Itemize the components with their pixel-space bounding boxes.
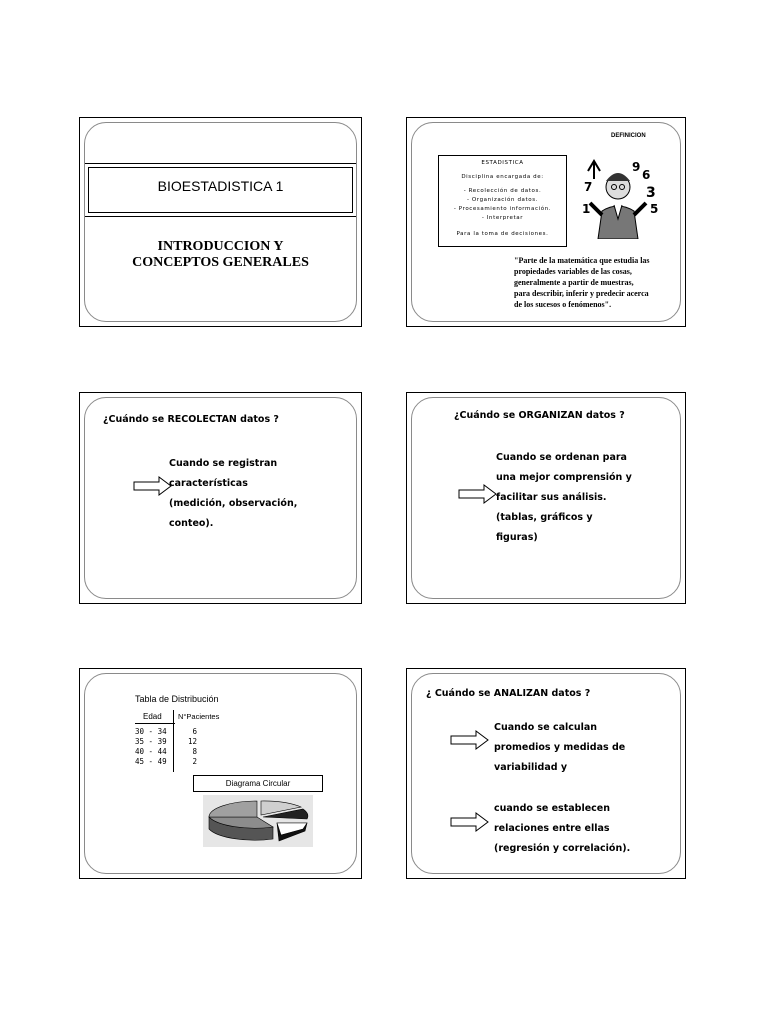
pie-chart-illustration	[203, 795, 313, 847]
svg-text:5: 5	[650, 202, 659, 216]
table-divider	[135, 723, 175, 724]
definicion-label: DEFINICION	[611, 133, 646, 139]
title-band	[85, 163, 356, 217]
arrow-right-icon	[133, 476, 173, 496]
svg-text:3: 3	[646, 185, 656, 201]
table-title: Tabla de Distribución	[135, 694, 219, 704]
slide-frame	[84, 673, 357, 874]
slide-frame	[84, 122, 357, 322]
question-heading: ¿ Cuándo se ANALIZAN datos ?	[426, 688, 591, 699]
table-row-range: 45 - 49	[135, 757, 167, 766]
arrow-right-icon	[458, 484, 498, 504]
table-row-value: 2	[192, 757, 197, 766]
slide-frame	[411, 397, 681, 599]
table-row-value: 8	[192, 747, 197, 756]
definition-quote: "Parte de la matemática que estudia las propiedades variables de las cosas, generalmente a partir de muestras, para describir, inferir y predecir acerca de los sucesos o fenómenos".	[514, 256, 650, 309]
answer-text: Cuando se ordenan para una mejor comprensión y facilitar sus análisis. (tablas, gráficos y figuras)	[496, 452, 632, 543]
slide-frame	[84, 397, 357, 599]
column-header-pacientes: N°Pacientes	[178, 712, 220, 721]
table-row-value: 12	[187, 737, 197, 746]
svg-text:7: 7	[584, 180, 593, 194]
svg-text:6: 6	[642, 168, 651, 182]
slide-definicion	[406, 117, 686, 327]
table-row-range: 35 - 39	[135, 737, 167, 746]
question-heading: ¿Cuándo se ORGANIZAN datos ?	[454, 410, 625, 421]
svg-text:1: 1	[582, 202, 591, 216]
question-heading: ¿Cuándo se RECOLECTAN datos ?	[103, 414, 279, 425]
slide-title	[79, 117, 362, 327]
slide-analizan	[406, 668, 686, 879]
diagram-label: Diagrama Circular	[193, 775, 323, 792]
slide-organizan	[406, 392, 686, 604]
table-row-value: 6	[192, 727, 197, 736]
estadistica-box: ESTADISTICA Disciplina encargada de: - Recolección de datos. - Organización datos. - Procesamiento información. - Interpretar Para la toma de decisiones.	[438, 155, 567, 247]
answer-text-establecen: cuando se establecen relaciones entre ellas (regresión y correlación).	[494, 803, 631, 854]
scientist-illustration	[580, 157, 660, 239]
slide-recolectan	[79, 392, 362, 604]
slide-frame	[411, 673, 681, 874]
slide-frame	[411, 122, 681, 322]
slide-subtitle: INTRODUCCION Y CONCEPTOS GENERALES	[132, 239, 309, 270]
answer-text-calculan: Cuando se calculan promedios y medidas de variabilidad y	[494, 722, 626, 773]
svg-text:9: 9	[632, 160, 641, 174]
column-header-edad: Edad	[143, 712, 162, 721]
slide-title-text: BIOESTADISTICA 1	[157, 178, 284, 194]
arrow-right-icon	[450, 730, 490, 750]
slide-tabla	[79, 668, 362, 879]
arrow-right-icon	[450, 812, 490, 832]
table-row-range: 40 - 44	[135, 747, 167, 756]
table-row-range: 30 - 34	[135, 727, 167, 736]
answer-text: Cuando se registran características (medición, observación, conteo).	[169, 458, 298, 529]
